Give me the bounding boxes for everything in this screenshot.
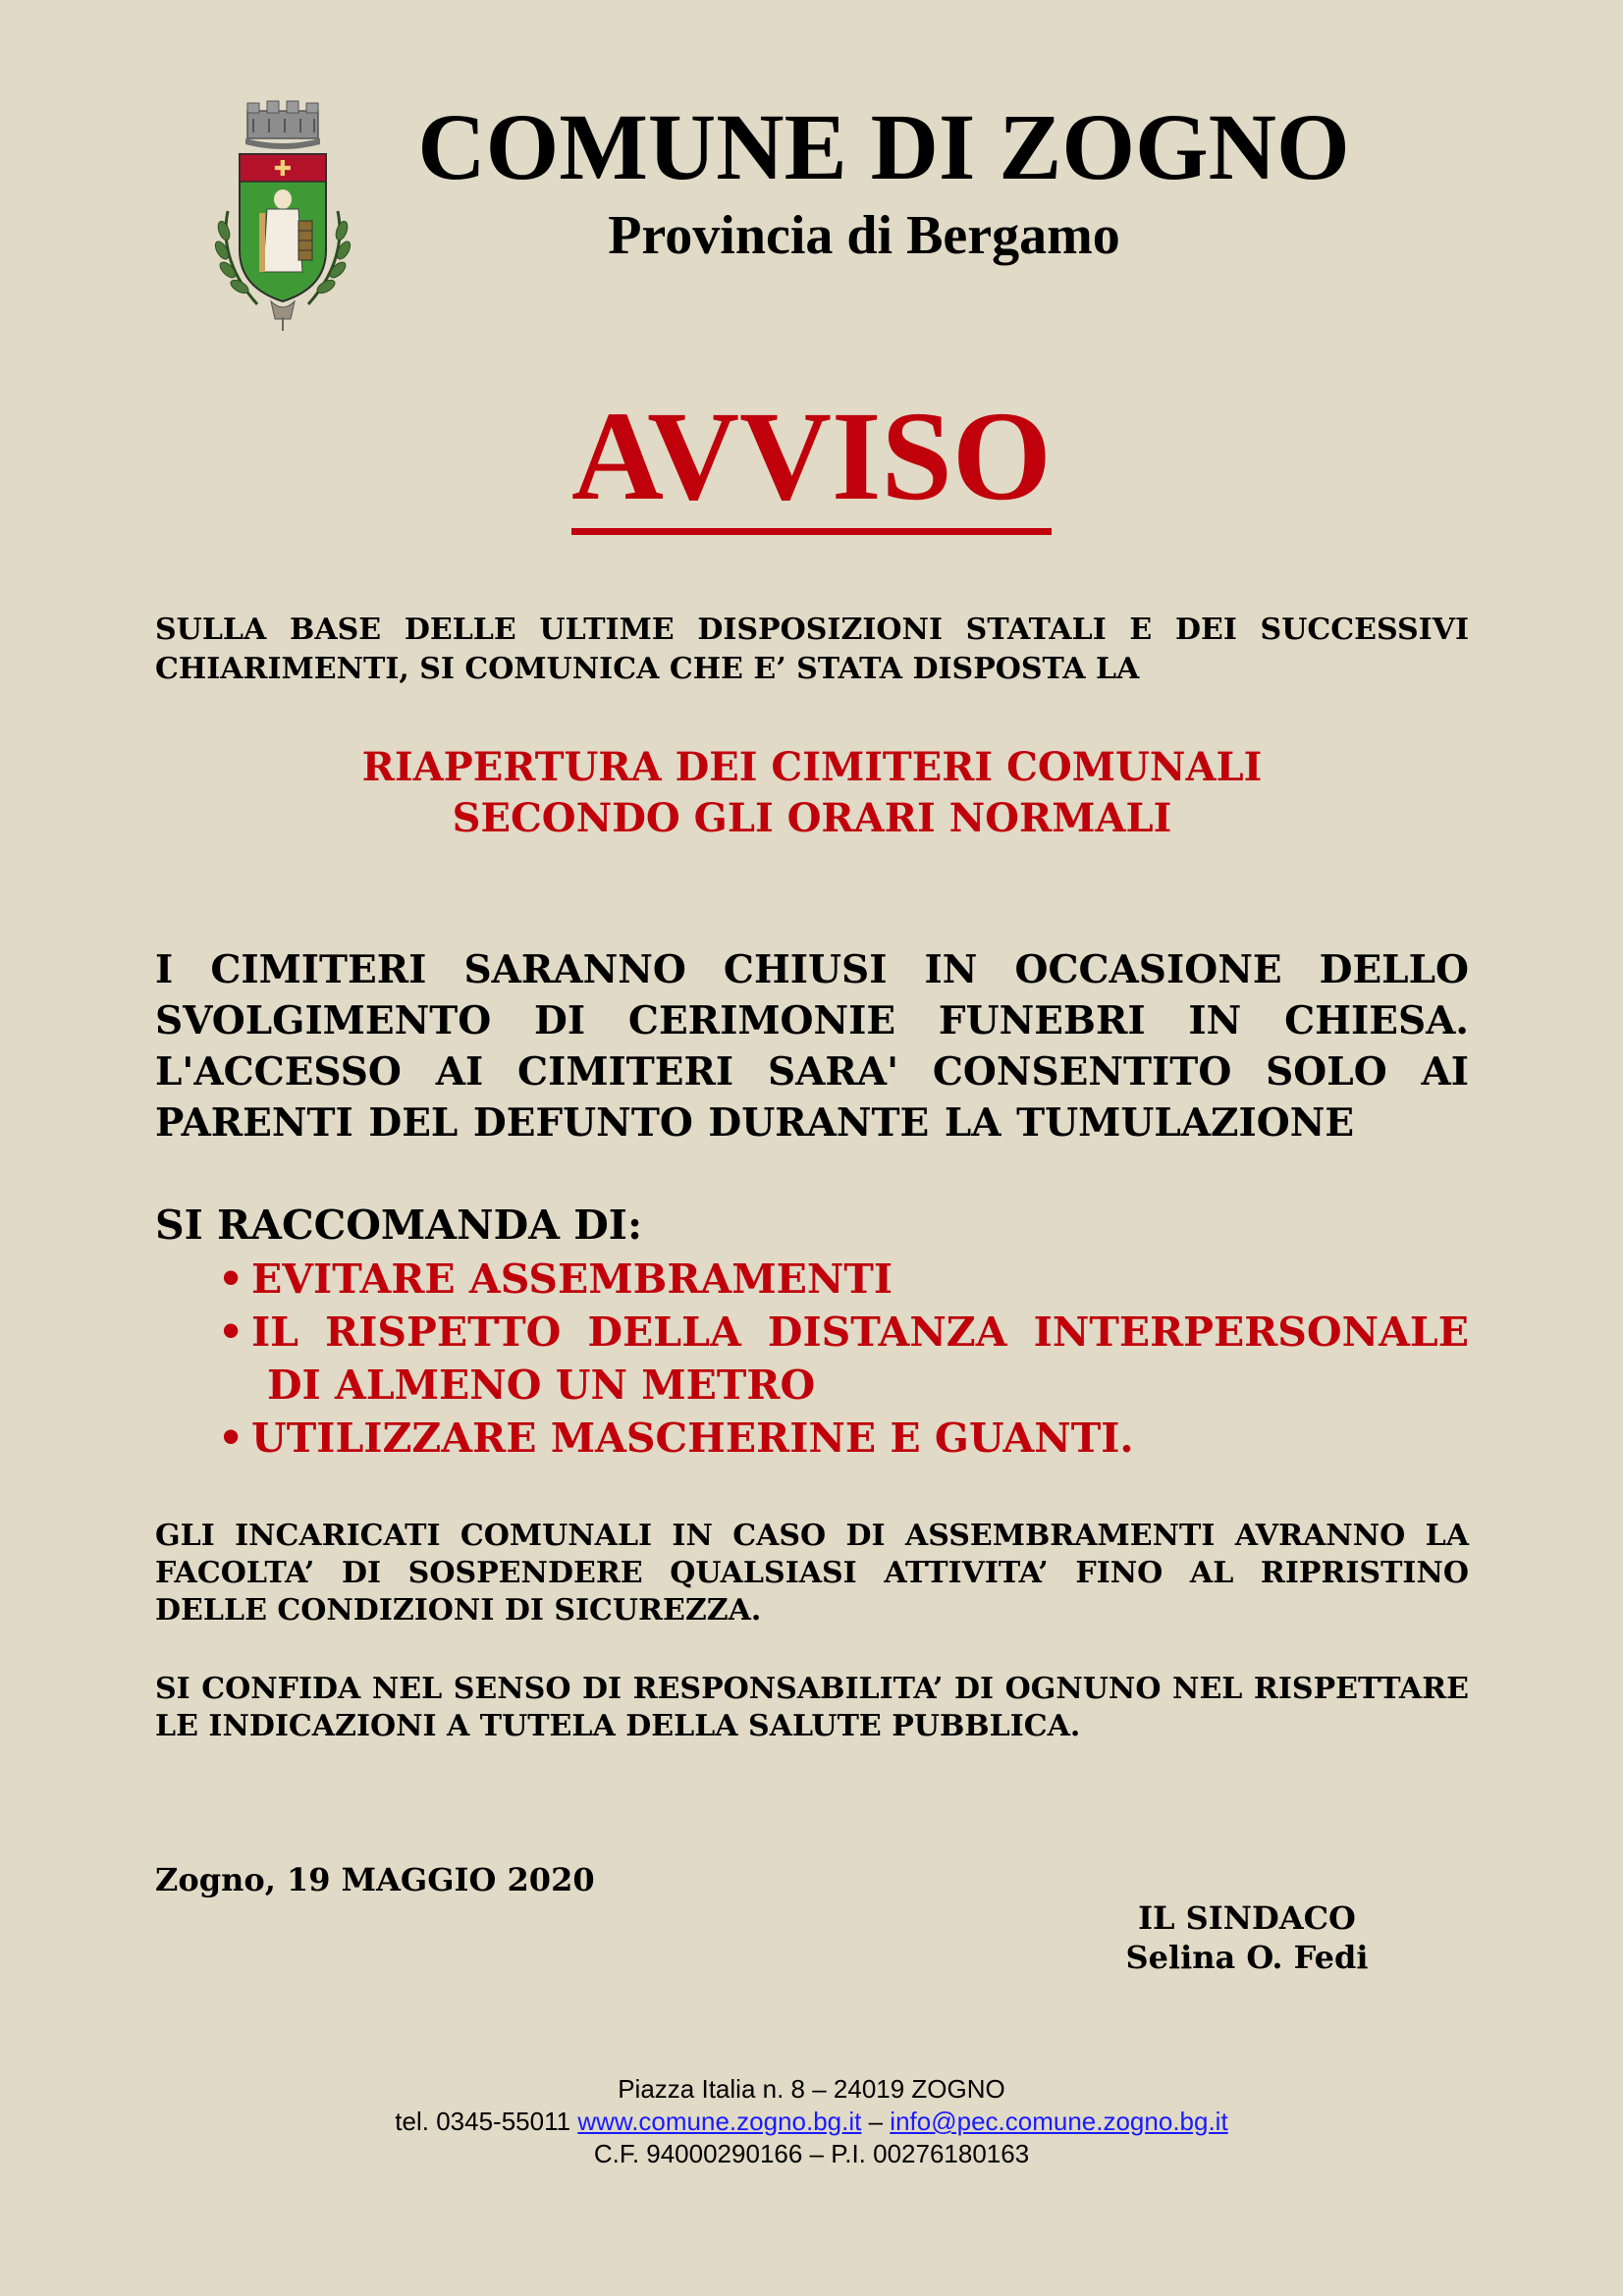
- headline: [155, 742, 1469, 844]
- footer-contacts: [0, 2106, 1623, 2138]
- recommendation-text: UTILIZZARE MASCHERINE E GUANTI.: [251, 1415, 1134, 1462]
- footer-address: Piazza Italia n. 8 – 24019 ZOGNO: [618, 2074, 1005, 2104]
- svg-text:✚: ✚: [273, 157, 293, 182]
- shield-icon: [240, 154, 326, 301]
- notice-title-text: AVVISO: [571, 393, 1052, 535]
- footer-tel: tel. 0345-55011: [395, 2107, 571, 2136]
- intro-paragraph: SULLA BASE DELLE ULTIME DISPOSIZIONI STATALI E DEI SUCCESSIVI CHIARIMENTI, SI COMUNICA CHE E’ STATA DISPOSTA LA: [155, 613, 1469, 686]
- recommendation-list: [218, 1253, 1469, 1465]
- closure-paragraph: I CIMITERI SARANNO CHIUSI IN OCCASIONE DELLO SVOLGIMENTO DI CERIMONIE FUNEBRI IN CHIESA. L'ACCESSO AI CIMITERI SARA' CONSENTITO SOLO AI PARENTI DEL DEFUNTO DURANTE LA TUMULAZIONE: [155, 947, 1469, 1146]
- footer: [0, 2073, 1623, 2170]
- signer-name: Selina O. Fedi: [1125, 1939, 1369, 1976]
- list-item: [218, 1412, 1469, 1465]
- headline-line-2: SECONDO GLI ORARI NORMALI: [452, 795, 1172, 841]
- officers-paragraph: GLI INCARICATI COMUNALI IN CASO DI ASSEMBRAMENTI AVRANNO LA FACOLTA’ DI SOSPENDERE QUALSIASI ATTIVITA’ FINO AL RIPRISTINO DELLE CONDIZIONI DI SICUREZZA.: [155, 1519, 1469, 1628]
- crown-icon: [245, 101, 320, 149]
- list-item: [218, 1306, 1469, 1412]
- date-line: Zogno, 19 MAGGIO 2020: [155, 1861, 595, 1898]
- website-link[interactable]: www.comune.zogno.bg.it: [577, 2107, 862, 2136]
- recommendation-text: IL RISPETTO DELLA DISTANZA INTERPERSONALE: [251, 1308, 1469, 1356]
- email-link[interactable]: info@pec.comune.zogno.bg.it: [890, 2107, 1228, 2136]
- recommend-title: SI RACCOMANDA DI:: [155, 1201, 643, 1249]
- notice-title: [0, 386, 1623, 535]
- signature-block: [1080, 1898, 1414, 1977]
- footer-separator: –: [868, 2107, 884, 2136]
- list-item: [218, 1253, 1469, 1306]
- bullet-icon: •: [218, 1308, 244, 1356]
- recommendation-text-continued: DI ALMENO UN METRO: [267, 1362, 816, 1409]
- province-name: Provincia di Bergamo: [608, 205, 1120, 266]
- recommendation-text: EVITARE ASSEMBRAMENTI: [251, 1255, 893, 1303]
- footer-tax-ids: C.F. 94000290166 – P.I. 00276180163: [593, 2139, 1030, 2168]
- municipality-name: COMUNE DI ZOGNO: [417, 94, 1350, 199]
- headline-line-1: RIAPERTURA DEI CIMITERI COMUNALI: [361, 744, 1263, 790]
- signer-role: IL SINDACO: [1138, 1899, 1356, 1937]
- bullet-icon: •: [218, 1415, 244, 1462]
- coat-of-arms-icon: [208, 93, 365, 334]
- trust-paragraph: SI CONFIDA NEL SENSO DI RESPONSABILITA’ DI OGNUNO NEL RISPETTARE LE INDICAZIONI A TUTELA DELLA SALUTE PUBBLICA.: [155, 1672, 1469, 1743]
- bullet-icon: •: [218, 1255, 244, 1303]
